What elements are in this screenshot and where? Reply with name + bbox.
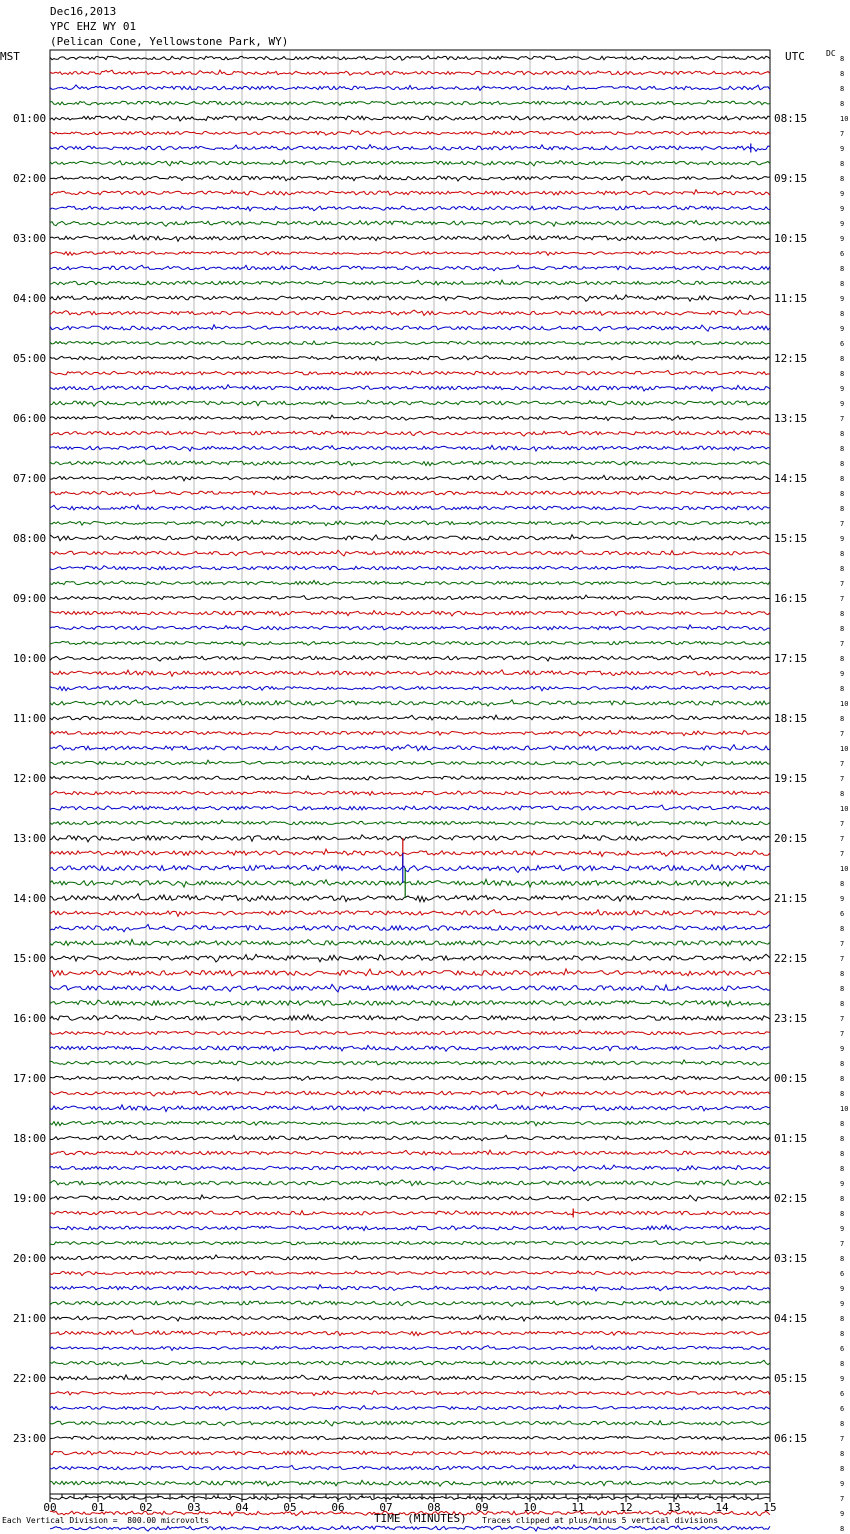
dc-offset-label: 8 [840, 1360, 845, 1368]
trace-line [50, 431, 770, 436]
trace-line [50, 954, 770, 962]
dc-offset-label: 6 [840, 910, 845, 918]
dc-offset-label: 8 [840, 55, 845, 63]
right-timezone-label: UTC [785, 50, 805, 63]
dc-offset-label: 8 [840, 85, 845, 93]
trace-line [50, 805, 770, 810]
dc-offset-label: 9 [840, 325, 845, 333]
trace-line [50, 1526, 770, 1532]
dc-offset-label: 8 [840, 460, 845, 468]
trace-line [50, 1241, 770, 1245]
dc-offset-label: 6 [840, 1345, 845, 1353]
trace-line [50, 70, 770, 75]
trace-line [50, 984, 770, 992]
dc-offset-label: 8 [840, 1135, 845, 1143]
right-hour-label: 18:15 [774, 712, 808, 725]
trace-line [50, 595, 770, 600]
dc-offset-label: 8 [840, 1420, 845, 1428]
dc-offset-label: 8 [840, 925, 845, 933]
left-hour-label: 08:00 [13, 532, 47, 545]
dc-offset-label: 7 [840, 1240, 845, 1248]
dc-offset-label: 10 [840, 1105, 849, 1113]
right-hour-label: 15:15 [774, 532, 808, 545]
left-hour-label: 01:00 [13, 112, 47, 125]
trace-line [50, 1121, 770, 1126]
dc-offset-label: 7 [840, 130, 845, 138]
trace-line [50, 475, 770, 481]
trace-line [50, 370, 770, 374]
trace-line [50, 341, 770, 345]
dc-offset-label: 6 [840, 1405, 845, 1413]
dc-offset-label: 8 [840, 430, 845, 438]
dc-offset-label: 9 [840, 400, 845, 408]
dc-offset-label: 8 [840, 160, 845, 168]
trace-line [50, 1315, 770, 1321]
left-hour-label: 05:00 [13, 352, 47, 365]
trace-line [50, 670, 770, 677]
dc-offset-label: 7 [840, 760, 845, 768]
right-hour-label: 22:15 [774, 952, 808, 965]
dc-offset-label: 8 [840, 985, 845, 993]
dc-offset-label: 8 [840, 685, 845, 693]
trace-line [50, 924, 770, 931]
trace-line [50, 581, 770, 585]
x-tick-label: 09 [475, 1501, 489, 1514]
trace-line [50, 535, 770, 541]
trace-line [50, 939, 770, 945]
trace-line [50, 835, 770, 842]
trace-line [50, 656, 770, 662]
trace-line [50, 1420, 770, 1426]
trace-line [50, 1045, 770, 1051]
dc-offset-label: 8 [840, 1255, 845, 1263]
x-tick-label: 07 [379, 1501, 393, 1514]
trace-line [50, 611, 770, 617]
right-hour-label: 08:15 [774, 112, 808, 125]
dc-offset-label: 8 [840, 175, 845, 183]
dc-offset-label: 9 [840, 1480, 845, 1488]
header-location: (Pelican Cone, Yellowstone Park, WY) [50, 35, 289, 48]
trace-line [50, 265, 770, 271]
dc-offset-label: 7 [840, 520, 845, 528]
trace-line [50, 116, 770, 121]
right-hour-label: 03:15 [774, 1252, 808, 1265]
right-hour-label: 06:15 [774, 1432, 808, 1445]
dc-offset-label: 8 [840, 610, 845, 618]
trace-line [50, 730, 770, 736]
right-hour-label: 23:15 [774, 1012, 808, 1025]
trace-line [50, 280, 770, 285]
right-hour-label: 21:15 [774, 892, 808, 905]
x-tick-label: 05 [283, 1501, 297, 1514]
left-hour-label: 13:00 [13, 832, 47, 845]
trace-line [50, 1465, 770, 1470]
trace-line [50, 400, 770, 406]
dc-offset-label: 9 [840, 895, 845, 903]
dc-offset-label: 8 [840, 505, 845, 513]
dc-offset-label: 9 [840, 385, 845, 393]
left-hour-label: 17:00 [13, 1072, 47, 1085]
dc-offset-label: 9 [840, 145, 845, 153]
trace-line [50, 1030, 770, 1035]
trace-line [50, 1391, 770, 1396]
right-hour-label: 04:15 [774, 1312, 808, 1325]
dc-offset-label: 10 [840, 865, 849, 873]
dc-offset-label: 9 [840, 1045, 845, 1053]
trace-line [50, 1405, 770, 1410]
x-tick-label: 00 [43, 1501, 57, 1514]
dc-offset-label: 7 [840, 640, 845, 648]
dc-offset-label: 9 [840, 535, 845, 543]
dc-offset-label: 8 [840, 475, 845, 483]
plot-frame [50, 50, 770, 1494]
trace-line [50, 625, 770, 630]
trace-line [50, 1301, 770, 1307]
right-hour-label: 09:15 [774, 172, 808, 185]
x-tick-label: 10 [523, 1501, 537, 1514]
dc-offset-label: 8 [840, 370, 845, 378]
left-hour-label: 02:00 [13, 172, 47, 185]
trace-line [50, 910, 770, 917]
left-hour-label: 03:00 [13, 232, 47, 245]
trace-line [50, 700, 770, 706]
trace-line [50, 641, 770, 645]
dc-offset-label: 8 [840, 265, 845, 273]
trace-line [50, 220, 770, 226]
trace-line [50, 1271, 770, 1276]
trace-line [50, 1076, 770, 1081]
dc-offset-label: 7 [840, 775, 845, 783]
left-hour-label: 16:00 [13, 1012, 47, 1025]
trace-line [50, 760, 770, 766]
dc-offset-label: 9 [840, 1180, 845, 1188]
dc-offset-label: 7 [840, 1015, 845, 1023]
dc-offset-label: 9 [840, 205, 845, 213]
left-hour-label: 11:00 [13, 712, 47, 725]
dc-offset-label: 8 [840, 1450, 845, 1458]
dc-offset-label: 8 [840, 1210, 845, 1218]
trace-line [50, 849, 770, 856]
x-tick-label: 06 [331, 1501, 345, 1514]
dc-label: DC [826, 49, 836, 58]
trace-line [50, 101, 770, 106]
dc-offset-label: 8 [840, 1165, 845, 1173]
left-hour-label: 14:00 [13, 892, 47, 905]
trace-line [50, 490, 770, 496]
dc-offset-label: 9 [840, 220, 845, 228]
dc-offset-label: 8 [840, 790, 845, 798]
x-tick-label: 13 [667, 1501, 681, 1514]
dc-offset-label: 7 [840, 415, 845, 423]
right-hour-label: 13:15 [774, 412, 808, 425]
trace-line [50, 1015, 770, 1021]
dc-offset-label: 8 [840, 625, 845, 633]
trace-line [50, 160, 770, 166]
trace-line [50, 1135, 770, 1141]
dc-offset-label: 8 [840, 445, 845, 453]
right-hour-label: 10:15 [774, 232, 808, 245]
trace-line [50, 715, 770, 720]
dc-offset-label: 10 [840, 700, 849, 708]
trace-line [50, 355, 770, 360]
dc-offset-label: 8 [840, 1465, 845, 1473]
dc-offset-label: 9 [840, 670, 845, 678]
trace-line [50, 790, 770, 795]
right-hour-label: 02:15 [774, 1192, 808, 1205]
right-hour-label: 16:15 [774, 592, 808, 605]
trace-line [50, 295, 770, 301]
dc-offset-label: 10 [840, 115, 849, 123]
dc-offset-label: 7 [840, 820, 845, 828]
trace-line [50, 1225, 770, 1230]
trace-line [50, 745, 770, 751]
dc-offset-label: 8 [840, 1090, 845, 1098]
header-date: Dec16,2013 [50, 5, 117, 18]
left-hour-label: 19:00 [13, 1192, 47, 1205]
dc-offset-label: 9 [840, 295, 845, 303]
trace-line [50, 385, 770, 391]
trace-line [50, 325, 770, 331]
footer-xlabel: TIME (MINUTES) [374, 1512, 467, 1525]
dc-offset-label: 8 [840, 1060, 845, 1068]
trace-line [50, 460, 770, 466]
trace-line [50, 1211, 770, 1215]
dc-offset-label: 9 [840, 1285, 845, 1293]
trace-line [50, 1480, 770, 1486]
dc-offset-label: 8 [840, 970, 845, 978]
dc-offset-label: 9 [840, 1300, 845, 1308]
trace-line [50, 879, 770, 887]
dc-offset-label: 8 [840, 1150, 845, 1158]
x-tick-label: 04 [235, 1501, 249, 1514]
trace-line [50, 1255, 770, 1261]
dc-offset-label: 8 [840, 355, 845, 363]
dc-offset-label: 8 [840, 655, 845, 663]
right-hour-label: 11:15 [774, 292, 808, 305]
dc-offset-label: 7 [840, 1495, 845, 1503]
trace-line [50, 776, 770, 780]
trace-line [50, 85, 770, 91]
dc-offset-label: 8 [840, 565, 845, 573]
trace-line [50, 686, 770, 691]
dc-offset-label: 7 [840, 1435, 845, 1443]
trace-line [50, 550, 770, 556]
x-tick-label: 08 [427, 1501, 441, 1514]
dc-offset-label: 6 [840, 250, 845, 258]
dc-offset-label: 10 [840, 745, 849, 753]
x-tick-label: 02 [139, 1501, 153, 1514]
left-hour-label: 20:00 [13, 1252, 47, 1265]
left-hour-label: 15:00 [13, 952, 47, 965]
trace-line [50, 1150, 770, 1155]
dc-offset-label: 9 [840, 1225, 845, 1233]
dc-offset-label: 8 [840, 70, 845, 78]
right-hour-label: 20:15 [774, 832, 808, 845]
left-hour-label: 04:00 [13, 292, 47, 305]
trace-line [50, 176, 770, 182]
left-hour-label: 21:00 [13, 1312, 47, 1325]
x-tick-label: 03 [187, 1501, 201, 1514]
dc-offset-label: 8 [840, 715, 845, 723]
right-hour-label: 00:15 [774, 1072, 808, 1085]
dc-offset-label: 9 [840, 190, 845, 198]
dc-offset-label: 8 [840, 1525, 845, 1533]
dc-offset-label: 6 [840, 340, 845, 348]
dc-offset-label: 7 [840, 850, 845, 858]
trace-line [50, 894, 770, 902]
right-hour-label: 12:15 [774, 352, 808, 365]
dc-offset-label: 7 [840, 580, 845, 588]
footer-scale: Each Vertical Division = 800.00 microvolts [2, 1516, 210, 1525]
trace-line [50, 235, 770, 242]
right-hour-label: 01:15 [774, 1132, 808, 1145]
trace-line [50, 1450, 770, 1455]
trace-line [50, 1091, 770, 1097]
right-hour-label: 19:15 [774, 772, 808, 785]
trace-line [50, 56, 770, 61]
dc-offset-label: 6 [840, 1270, 845, 1278]
right-hour-label: 14:15 [774, 472, 808, 485]
right-hour-label: 17:15 [774, 652, 808, 665]
dc-offset-label: 7 [840, 595, 845, 603]
trace-line [50, 969, 770, 976]
trace-line [50, 1360, 770, 1366]
header-station: YPC EHZ WY 01 [50, 20, 137, 33]
trace-line [50, 1436, 770, 1440]
trace-line [50, 865, 770, 873]
trace-line [50, 505, 770, 510]
trace-line [50, 1105, 770, 1112]
trace-line [50, 1195, 770, 1201]
dc-offset-label: 8 [840, 550, 845, 558]
dc-offset-label: 9 [840, 235, 845, 243]
x-tick-label: 12 [619, 1501, 633, 1514]
left-hour-label: 18:00 [13, 1132, 47, 1145]
dc-offset-label: 8 [840, 1000, 845, 1008]
x-tick-label: 15 [763, 1501, 777, 1514]
left-hour-label: 22:00 [13, 1372, 47, 1385]
trace-line [50, 1285, 770, 1291]
dc-offset-label: 6 [840, 1390, 845, 1398]
trace-line [50, 415, 770, 420]
dc-offset-label: 10 [840, 805, 849, 813]
x-tick-label: 11 [571, 1501, 585, 1514]
dc-offset-label: 8 [840, 880, 845, 888]
dc-offset-label: 8 [840, 280, 845, 288]
dc-offset-label: 8 [840, 1315, 845, 1323]
dc-offset-label: 8 [840, 490, 845, 498]
left-hour-label: 23:00 [13, 1432, 47, 1445]
dc-offset-label: 8 [840, 310, 845, 318]
trace-line [50, 820, 770, 826]
left-hour-label: 07:00 [13, 472, 47, 485]
dc-offset-label: 7 [840, 835, 845, 843]
trace-line [50, 190, 770, 196]
right-hour-label: 05:15 [774, 1372, 808, 1385]
dc-offset-label: 9 [840, 1375, 845, 1383]
dc-offset-label: 8 [840, 1120, 845, 1128]
dc-offset-label: 7 [840, 1030, 845, 1038]
trace-line [50, 310, 770, 315]
trace-line [50, 1375, 770, 1380]
trace-line [50, 1346, 770, 1351]
x-tick-label: 14 [715, 1501, 729, 1514]
trace-line [50, 1060, 770, 1065]
trace-line [50, 206, 770, 211]
dc-offset-label: 8 [840, 1195, 845, 1203]
trace-line [50, 1000, 770, 1006]
trace-line [50, 1165, 770, 1171]
trace-line [50, 251, 770, 255]
footer-clip-note: Traces clipped at plus/minus 5 vertical divisions [482, 1516, 719, 1525]
dc-offset-label: 9 [840, 1510, 845, 1518]
dc-offset-label: 8 [840, 1330, 845, 1338]
trace-line [50, 1180, 770, 1186]
trace-line [50, 130, 770, 135]
trace-line [50, 145, 770, 152]
x-tick-label: 01 [91, 1501, 105, 1514]
trace-line [50, 445, 770, 451]
dc-offset-label: 7 [840, 955, 845, 963]
trace-line [50, 1330, 770, 1336]
dc-offset-label: 8 [840, 1075, 845, 1083]
dc-offset-label: 7 [840, 940, 845, 948]
dc-offset-label: 7 [840, 730, 845, 738]
left-hour-label: 10:00 [13, 652, 47, 665]
left-hour-label: 06:00 [13, 412, 47, 425]
left-hour-label: 09:00 [13, 592, 47, 605]
trace-line [50, 566, 770, 571]
trace-line [50, 520, 770, 526]
left-timezone-label: MST [0, 50, 20, 63]
left-hour-label: 12:00 [13, 772, 47, 785]
dc-offset-label: 8 [840, 100, 845, 108]
